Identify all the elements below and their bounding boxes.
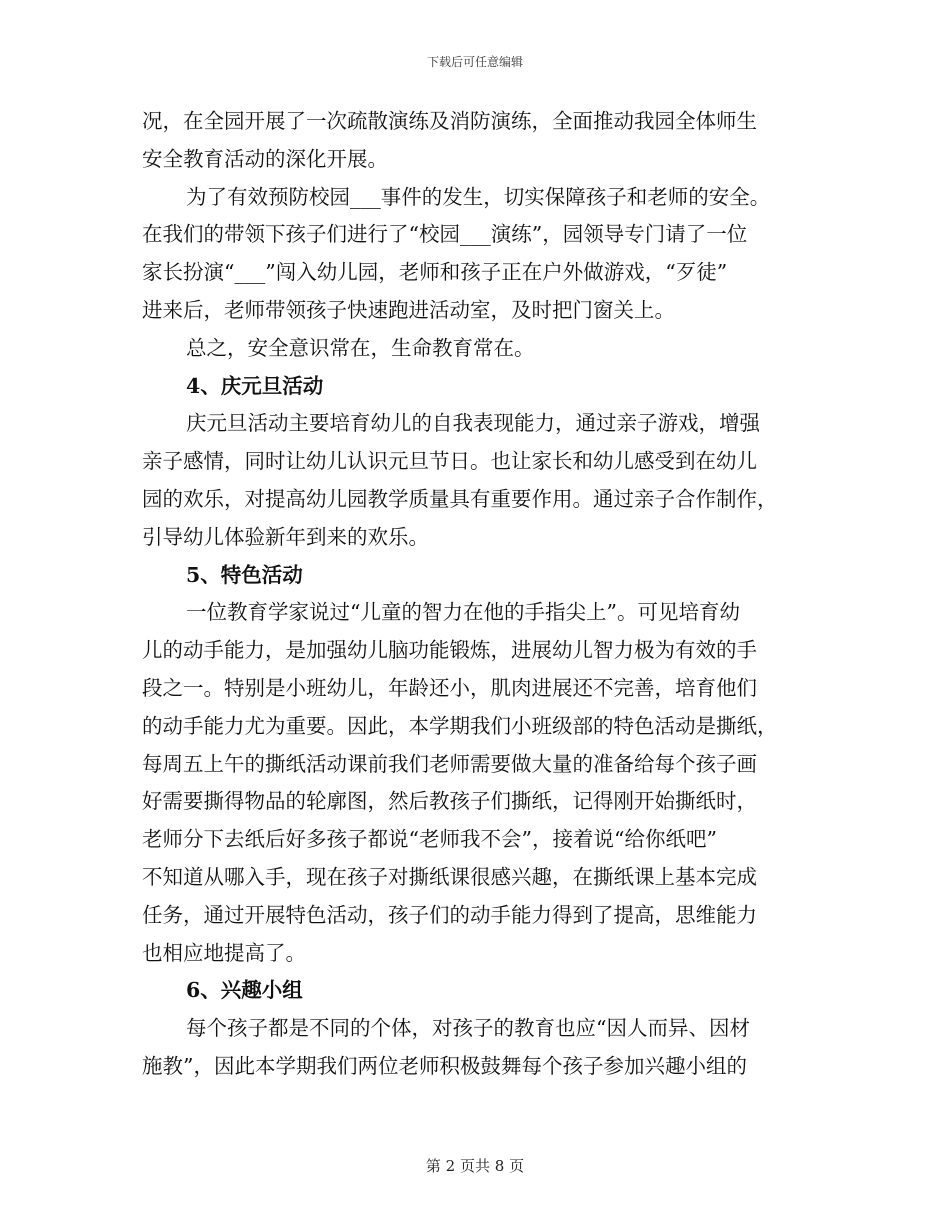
paragraph-line: 老师分下去纸后好多孩子都说“老师我不会”，接着说“给你纸吧”	[142, 827, 717, 852]
paragraph-line: 进来后，老师带领孩子快速跑进活动室，及时把门窗关上。	[142, 297, 675, 322]
paragraph-line: 亲子感情，同时让幼儿认识元旦节日。也让家长和幼儿感受到在幼儿	[142, 449, 757, 474]
section-heading: 5、特色活动	[186, 562, 303, 587]
paragraph-line: 段之一。特别是小班幼儿，年龄还小，肌肉进展还不完善，培育他们	[142, 675, 757, 700]
page-footer: 第 2 页共 8 页	[425, 1157, 525, 1175]
document-body	[142, 103, 807, 1086]
paragraph-line: 儿的动手能力，是加强幼儿脑功能锻炼，进展幼儿智力极为有效的手	[142, 638, 757, 663]
paragraph-line: 在我们的带领下孩子们进行了“校园___演练”，园领导专门请了一位	[142, 222, 748, 247]
paragraph-line: 也相应地提高了。	[142, 940, 306, 965]
paragraph-line: 园的欢乐，对提高幼儿园教学质量具有重要作用。通过亲子合作制作，	[142, 486, 778, 511]
paragraph-line: 况，在全园开展了一次疏散演练及消防演练，全面推动我园全体师生	[142, 109, 757, 133]
paragraph-line: 不知道从哪入手，现在孩子对撕纸课很感兴趣，在撕纸课上基本完成	[142, 864, 757, 889]
paragraph-line: 好需要撕得物品的轮廓图，然后教孩子们撕纸，记得刚开始撕纸时，	[142, 789, 757, 814]
paragraph-line: 引导幼儿体验新年到来的欢乐。	[142, 524, 429, 549]
paragraph-line: 安全教育活动的深化开展。	[142, 146, 388, 171]
paragraph-line: 一位教育学家说过“儿童的智力在他的手指尖上”。可见培育幼	[186, 600, 740, 625]
paragraph-line: 为了有效预防校园___事件的发生，切实保障孩子和老师的安全。	[186, 184, 771, 209]
section-heading: 6、兴趣小组	[186, 978, 303, 1003]
paragraph-line: 家长扮演“___”闯入幼儿园，老师和孩子正在户外做游戏，“歹徒”	[142, 260, 728, 285]
paragraph-line: 施教”，因此本学期我们两位老师积极鼓舞每个孩子参加兴趣小组的	[142, 1053, 747, 1078]
paragraph-line: 庆元旦活动主要培育幼儿的自我表现能力，通过亲子游戏，增强	[186, 411, 760, 436]
paragraph-line: 任务，通过开展特色活动，孩子们的动手能力得到了提高，思维能力	[142, 902, 757, 927]
page-header: 下载后可任意编辑	[426, 55, 523, 69]
paragraph-line: 每个孩子都是不同的个体，对孩子的教育也应“因人而异、因材	[186, 1016, 750, 1041]
paragraph-line: 的动手能力尤为重要。因此，本学期我们小班级部的特色活动是撕纸，	[142, 713, 778, 738]
section-heading: 4、庆元旦活动	[186, 373, 324, 398]
paragraph-line: 每周五上午的撕纸活动课前我们老师需要做大量的准备给每个孩子画	[142, 751, 757, 776]
paragraph-line: 总之，安全意识常在，生命教育常在。	[186, 335, 535, 360]
